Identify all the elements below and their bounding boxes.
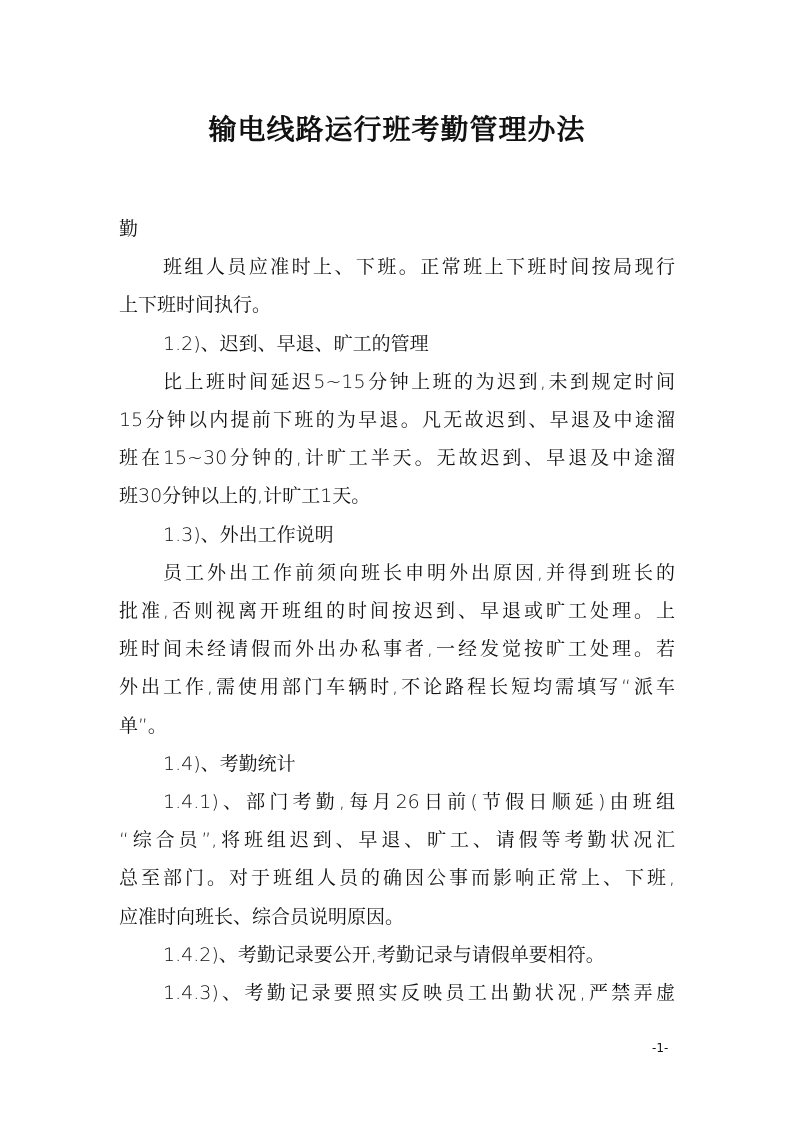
- document-title: 输电线路运行班考勤管理办法: [208, 113, 586, 146]
- text-line: 上下班时间执行。: [119, 294, 272, 317]
- page-number: -1-: [652, 1041, 669, 1055]
- text-line: 1.4)、考勤统计: [163, 752, 296, 775]
- text-line: 班组人员应准时上、下班。正常班上下班时间按局现行: [163, 256, 675, 279]
- text-line: 批准,否则视离开班组的时间按迟到、早退或旷工处理。上: [119, 600, 675, 622]
- text-line: 班时间未经请假而外出办私事者,一经发觉按旷工处理。若: [119, 638, 675, 661]
- text-line: “综合员”,将班组迟到、早退、旷工、请假等考勤状况汇: [119, 829, 675, 852]
- text-line: 1.3)、外出工作说明: [163, 523, 334, 546]
- text-line: 1.4.2)、考勤记录要公开,考勤记录与请假单要相符。: [163, 943, 605, 966]
- text-line: 员工外出工作前须向班长申明外出原因,并得到班长的: [163, 561, 675, 584]
- text-line: 1.2)、迟到、早退、旷工的管理: [163, 332, 429, 355]
- text-line: 1.4.3)、考勤记录要照实反映员工出勤状况,严禁弄虚: [163, 982, 675, 1004]
- text-line: 总至部门。对于班组人员的确因公事而影响正常上、下班,: [119, 867, 675, 890]
- text-line: 单”。: [119, 714, 167, 737]
- text-line: 班30分钟以上的,计旷工1天。: [119, 485, 371, 508]
- text-line: 班在15~30分钟的,计旷工半天。无故迟到、早退及中途溜: [119, 447, 675, 470]
- text-line: 1.4.1)、部门考勤,每月26日前(节假日顺延)由班组: [163, 791, 675, 813]
- text-line: 应准时向班长、综合员说明原因。: [119, 905, 405, 928]
- text-line: 勤: [119, 218, 139, 240]
- text-line: 外出工作,需使用部门车辆时,不论路程长短均需填写“派车: [119, 676, 675, 699]
- text-line: 15分钟以内提前下班的为早退。凡无故迟到、早退及中途溜: [119, 409, 675, 431]
- text-line: 比上班时间延迟5~15分钟上班的为迟到,未到规定时间: [163, 370, 675, 393]
